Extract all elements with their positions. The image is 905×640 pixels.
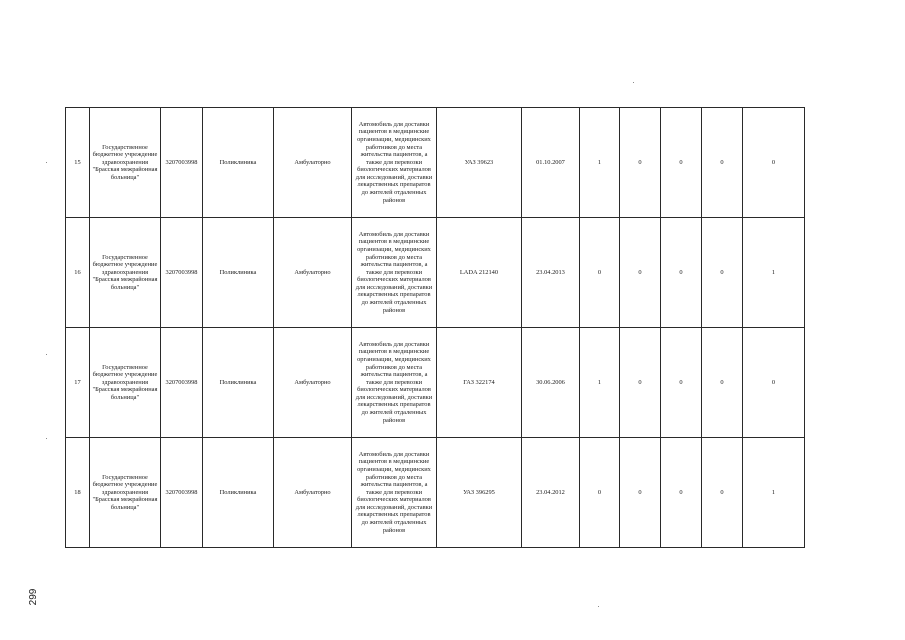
organization-cell: Государственное бюджетное учреждение здравоохранения "Брасская межрайонная больница" [90,218,161,328]
department-cell: Поликлиника [203,218,274,328]
purpose-cell: Автомобиль для доставки пациентов в медицинские организации, медицинских работников до места жительства пациентов, а также для перевозки биологических материалов для исследований, доставки лекарственных препаратов до жителей отдаленных районов [352,218,437,328]
purpose-cell: Автомобиль для доставки пациентов в медицинские организации, медицинских работников до места жительства пациентов, а также для перевозки биологических материалов для исследований, доставки лекарственных препаратов до жителей отдаленных районов [352,328,437,438]
care-type-cell: Амбулаторно [274,438,352,548]
table-row [66,328,805,438]
table-row [66,108,805,218]
flag-cell: 0 [620,328,661,438]
flag-cell: 0 [661,108,702,218]
flag-cell: 0 [661,218,702,328]
table-row [66,438,805,548]
vehicle-model-cell: УАЗ 39623 [437,108,522,218]
flag-cell: 0 [580,438,620,548]
flag-cell: 0 [661,328,702,438]
flag-cell: 0 [743,108,805,218]
row-number-cell: 17 [66,328,90,438]
inn-cell: 3207003998 [161,218,203,328]
row-number-cell: 16 [66,218,90,328]
scan-speck [633,82,634,83]
flag-cell: 1 [743,438,805,548]
row-number-cell: 15 [66,108,90,218]
flag-cell: 0 [702,328,743,438]
vehicle-registry-table [65,107,805,548]
flag-cell: 0 [620,218,661,328]
vehicle-model-cell: LADA 212140 [437,218,522,328]
table-row [66,218,805,328]
care-type-cell: Амбулаторно [274,328,352,438]
scan-speck [598,606,599,607]
scan-speck [46,438,47,439]
flag-cell: 0 [620,438,661,548]
organization-cell: Государственное бюджетное учреждение здравоохранения "Брасская межрайонная больница" [90,438,161,548]
vehicle-model-cell: УАЗ 396295 [437,438,522,548]
care-type-cell: Амбулаторно [274,218,352,328]
flag-cell: 0 [743,328,805,438]
flag-cell: 0 [580,218,620,328]
row-number-cell: 18 [66,438,90,548]
vehicle-model-cell: ГАЗ 322174 [437,328,522,438]
inn-cell: 3207003998 [161,328,203,438]
flag-cell: 0 [620,108,661,218]
inn-cell: 3207003998 [161,108,203,218]
registration-date-cell: 23.04.2012 [522,438,580,548]
scan-speck [46,354,47,355]
registration-date-cell: 01.10.2007 [522,108,580,218]
flag-cell: 0 [702,438,743,548]
flag-cell: 1 [580,108,620,218]
department-cell: Поликлиника [203,108,274,218]
purpose-cell: Автомобиль для доставки пациентов в медицинские организации, медицинских работников до места жительства пациентов, а также для перевозки биологических материалов для исследований, доставки лекарственных препаратов до жителей отдаленных районов [352,438,437,548]
flag-cell: 0 [661,438,702,548]
department-cell: Поликлиника [203,328,274,438]
registration-date-cell: 30.06.2006 [522,328,580,438]
flag-cell: 0 [702,108,743,218]
care-type-cell: Амбулаторно [274,108,352,218]
scan-speck [46,162,47,163]
organization-cell: Государственное бюджетное учреждение здравоохранения "Брасская межрайонная больница" [90,328,161,438]
registration-date-cell: 23.04.2013 [522,218,580,328]
inn-cell: 3207003998 [161,438,203,548]
organization-cell: Государственное бюджетное учреждение здравоохранения "Брасская межрайонная больница" [90,108,161,218]
flag-cell: 1 [743,218,805,328]
flag-cell: 0 [702,218,743,328]
flag-cell: 1 [580,328,620,438]
department-cell: Поликлиника [203,438,274,548]
page-number: 299 [28,588,39,606]
purpose-cell: Автомобиль для доставки пациентов в медицинские организации, медицинских работников до места жительства пациентов, а также для перевозки биологических материалов для исследований, доставки лекарственных препаратов до жителей отдаленных районов [352,108,437,218]
